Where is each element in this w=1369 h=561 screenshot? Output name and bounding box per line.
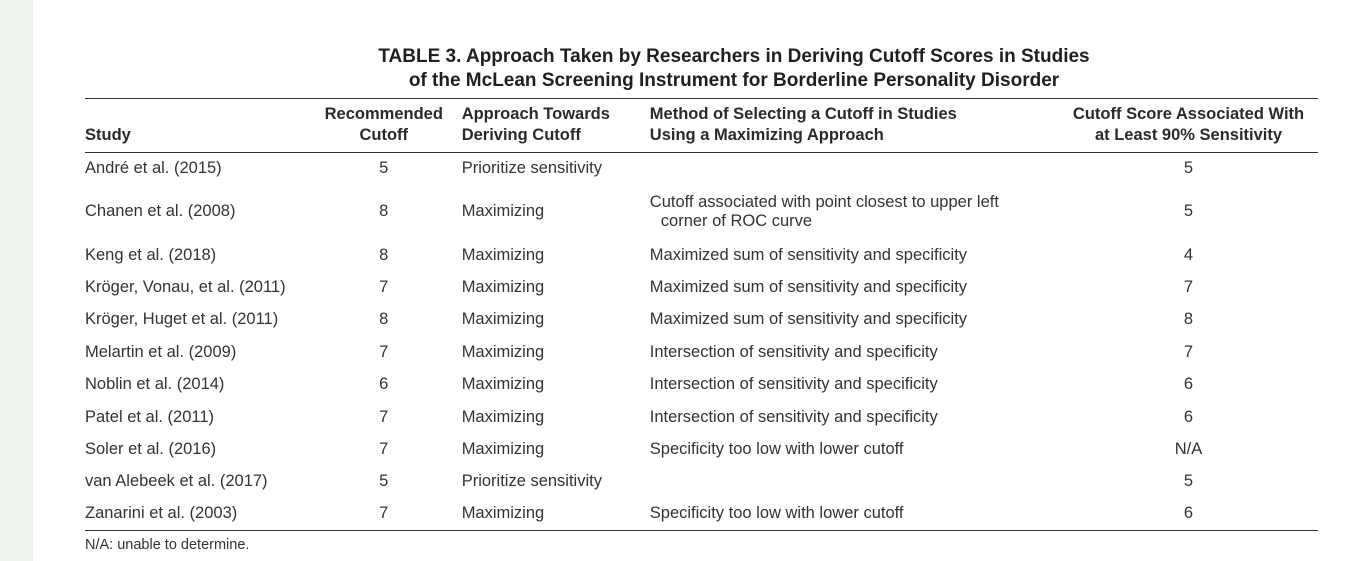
cell-recommended-text: 8: [379, 310, 389, 329]
cell-study: [85, 185, 320, 239]
cell-approach: [448, 466, 650, 498]
left-margin-strip: [0, 0, 33, 561]
cell-recommended: [320, 336, 448, 368]
cell-recommended-text: 7: [379, 504, 389, 523]
cell-cutoff-90: [1059, 466, 1318, 498]
cell-approach: [448, 304, 650, 336]
cell-method: [650, 239, 1059, 271]
cell-approach: [448, 271, 650, 303]
cell-cutoff-90: [1059, 153, 1318, 185]
cell-method: [650, 336, 1059, 368]
cell-study: [85, 433, 320, 465]
cell-study: [85, 271, 320, 303]
cell-approach-text: Maximizing: [461, 342, 545, 361]
cell-cutoff-90: [1059, 239, 1318, 271]
cell-recommended-text: 7: [379, 439, 389, 458]
cell-study-text: Soler et al. (2016): [85, 439, 217, 458]
cell-approach: [448, 336, 650, 368]
cell-cutoff-90-text: 5: [1183, 159, 1194, 178]
cell-recommended: [320, 498, 448, 530]
cell-cutoff-90-text: 6: [1183, 504, 1194, 523]
cell-recommended-text: 8: [379, 245, 389, 264]
cell-cutoff-90-text: 5: [1183, 202, 1194, 221]
cell-cutoff-90-text: 8: [1183, 310, 1194, 329]
cell-approach-text: Maximizing: [461, 375, 545, 394]
cell-study: [85, 466, 320, 498]
cell-approach: [448, 153, 650, 185]
cell-study: [85, 239, 320, 271]
cell-study-text: Kröger, Vonau, et al. (2011): [85, 277, 286, 296]
cell-method-text: Maximized sum of sensitivity and specificity: [649, 245, 968, 264]
table-row: [85, 336, 1318, 368]
table-row: [85, 368, 1318, 400]
cell-cutoff-90-text: 4: [1183, 245, 1194, 264]
table-caption: [33, 45, 1369, 93]
cell-cutoff-90: [1059, 336, 1318, 368]
cell-method-text: Specificity too low with lower cutoff: [649, 439, 904, 458]
cell-study-text: Keng et al. (2018): [85, 245, 217, 264]
cell-study-text: André et al. (2015): [85, 159, 222, 178]
cell-method: [650, 304, 1059, 336]
cell-recommended: [320, 304, 448, 336]
table-row: [85, 433, 1318, 465]
table-header: [85, 99, 1318, 153]
cell-approach: [448, 401, 650, 433]
cell-study: [85, 153, 320, 185]
cell-cutoff-90: [1059, 185, 1318, 239]
cell-method-text: Maximized sum of sensitivity and specificity: [649, 277, 968, 296]
table-row: [85, 153, 1318, 185]
cell-study-text: Kröger, Huget et al. (2011): [85, 310, 279, 329]
cell-approach-text: Maximizing: [461, 407, 545, 426]
cell-method: [650, 401, 1059, 433]
caption-line-2: of the McLean Screening Instrument for Borderline Personality Disorder: [408, 70, 1060, 91]
table-row: [85, 271, 1318, 303]
table-row: [85, 239, 1318, 271]
header-approach: Approach Towards Deriving Cutoff: [461, 105, 610, 144]
cell-approach: [448, 498, 650, 530]
cell-recommended: [320, 401, 448, 433]
cell-method-text: Cutoff associated with point closest to upper left: [649, 192, 999, 211]
cell-recommended: [320, 239, 448, 271]
cell-study-text: van Alebeek et al. (2017): [85, 472, 268, 491]
cell-cutoff-90-text: 6: [1183, 375, 1194, 394]
table-row: [85, 185, 1318, 239]
table-row: [85, 498, 1318, 530]
cell-approach-text: Maximizing: [461, 504, 545, 523]
cell-approach: [448, 433, 650, 465]
cell-recommended-text: 5: [379, 472, 389, 491]
cell-method: [650, 185, 1059, 239]
cell-cutoff-90: [1059, 433, 1318, 465]
cell-study: [85, 368, 320, 400]
cell-recommended-text: 7: [379, 277, 389, 296]
cell-recommended: [320, 185, 448, 239]
cell-approach: [448, 368, 650, 400]
cell-method: [650, 153, 1059, 185]
table-footnote: N/A: unable to determine.: [85, 537, 250, 553]
cell-cutoff-90-text: 7: [1183, 277, 1194, 296]
cell-cutoff-90-text: 5: [1183, 472, 1194, 491]
header-cutoff-90: Cutoff Score Associated With at Least 90% Sensitivity: [1072, 105, 1305, 144]
cell-method-text: Specificity too low with lower cutoff: [649, 504, 904, 523]
cell-study-text: Zanarini et al. (2003): [85, 504, 238, 523]
cell-recommended: [320, 368, 448, 400]
header-study: Study: [85, 126, 131, 144]
cell-approach-text: Maximizing: [461, 202, 545, 221]
cell-cutoff-90: [1059, 401, 1318, 433]
cell-cutoff-90: [1059, 368, 1318, 400]
table-row: [85, 401, 1318, 433]
cell-approach-text: Prioritize sensitivity: [461, 159, 602, 178]
caption-line-1: TABLE 3. Approach Taken by Researchers in Deriving Cutoff Scores in Studies: [378, 46, 1090, 67]
cell-approach-text: Prioritize sensitivity: [461, 472, 602, 491]
cell-study-text: Patel et al. (2011): [85, 407, 215, 426]
cell-method: [650, 368, 1059, 400]
table-body: [85, 153, 1318, 531]
cell-cutoff-90-text: N/A: [1174, 439, 1203, 458]
cell-approach-text: Maximizing: [461, 245, 545, 264]
cutoff-table: [85, 98, 1318, 531]
cell-study: [85, 401, 320, 433]
cell-recommended: [320, 271, 448, 303]
header-recommended: Recommended Cutoff: [324, 105, 443, 144]
cell-study: [85, 304, 320, 336]
cell-method-continuation: corner of ROC curve: [660, 211, 813, 230]
cell-study-text: Melartin et al. (2009): [85, 342, 237, 361]
cell-approach-text: Maximizing: [461, 277, 545, 296]
cell-method-text: Intersection of sensitivity and specificity: [649, 407, 938, 426]
table-row: [85, 466, 1318, 498]
cell-recommended: [320, 433, 448, 465]
cell-approach: [448, 239, 650, 271]
cell-recommended-text: 7: [379, 407, 389, 426]
cell-recommended-text: 8: [379, 202, 389, 221]
cell-study-text: Noblin et al. (2014): [85, 375, 225, 394]
table-row: [85, 304, 1318, 336]
cell-recommended: [320, 153, 448, 185]
cell-cutoff-90: [1059, 304, 1318, 336]
cell-approach-text: Maximizing: [461, 310, 545, 329]
cell-recommended-text: 5: [379, 159, 389, 178]
cell-method: [650, 433, 1059, 465]
cell-method-text: Intersection of sensitivity and specificity: [649, 342, 938, 361]
cell-study: [85, 336, 320, 368]
cell-recommended-text: 6: [379, 375, 389, 394]
cell-approach-text: Maximizing: [461, 439, 545, 458]
cell-method-text: Maximized sum of sensitivity and specificity: [649, 310, 968, 329]
document-page: [33, 0, 1369, 561]
cell-cutoff-90: [1059, 271, 1318, 303]
cell-recommended-text: 7: [379, 342, 389, 361]
cell-cutoff-90-text: 7: [1183, 342, 1194, 361]
header-row: [85, 99, 1318, 153]
cell-approach: [448, 185, 650, 239]
cell-cutoff-90: [1059, 498, 1318, 530]
cell-method: [650, 498, 1059, 530]
cell-method: [650, 466, 1059, 498]
cell-study-text: Chanen et al. (2008): [85, 202, 236, 221]
cell-method: [650, 271, 1059, 303]
cell-method-text: Intersection of sensitivity and specificity: [649, 375, 938, 394]
cell-cutoff-90-text: 6: [1183, 407, 1194, 426]
header-method: Method of Selecting a Cutoff in Studies Using a Maximizing Approach: [649, 105, 957, 144]
cell-study: [85, 498, 320, 530]
cell-recommended: [320, 466, 448, 498]
